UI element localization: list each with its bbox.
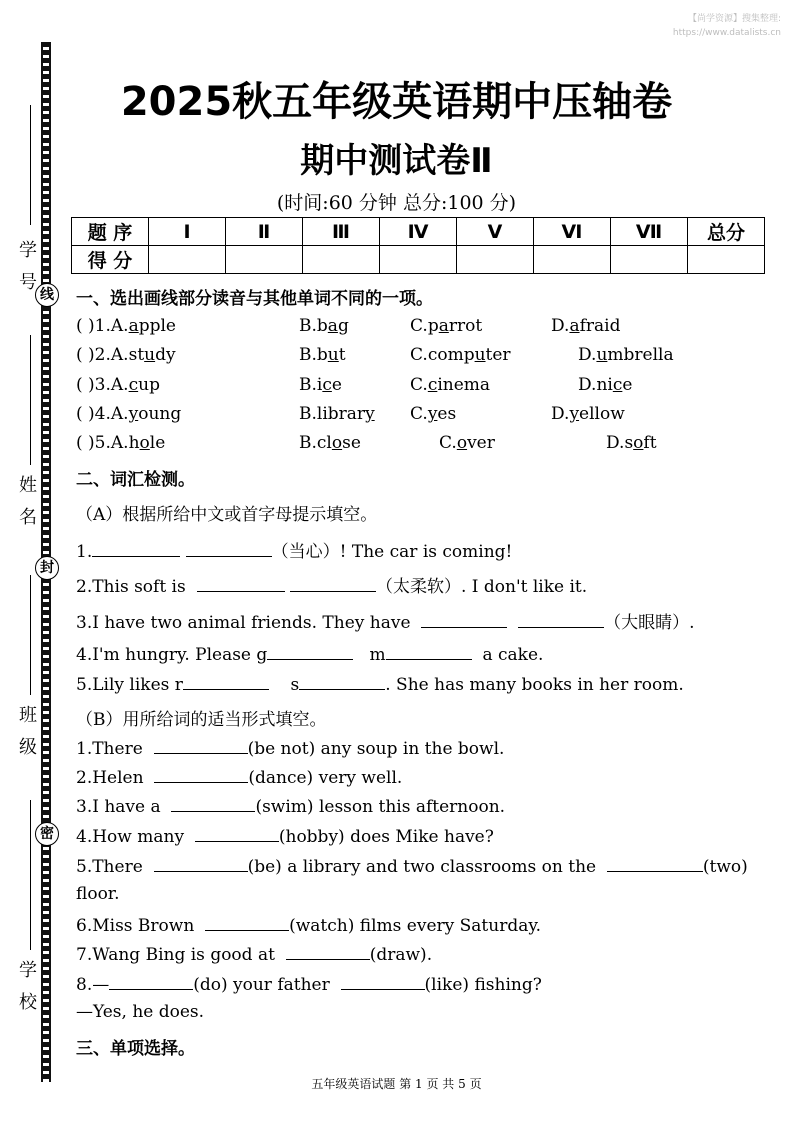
page-subtitle: 期中测试卷Ⅱ <box>300 141 493 181</box>
answer-paren[interactable]: ( ) <box>76 404 95 424</box>
score-cell[interactable] <box>457 246 534 274</box>
blank[interactable] <box>299 673 385 690</box>
option-d[interactable]: D.nice <box>578 375 633 395</box>
underlined-part: u <box>327 345 339 365</box>
answer-paren[interactable]: ( ) <box>76 316 95 336</box>
section2-partA-heading: （A）根据所给中文或首字母提示填空。 <box>76 505 378 525</box>
class-label: 班级 <box>16 705 37 769</box>
question-row-1: ( )1.A.apple <box>76 316 176 336</box>
school-line[interactable] <box>30 800 31 950</box>
blank[interactable] <box>92 540 180 557</box>
score-cell-total[interactable] <box>688 246 765 274</box>
binding-mark-xian: 线 <box>35 283 59 307</box>
section2-heading: 二、词汇检测。 <box>76 470 195 490</box>
class-line[interactable] <box>30 575 31 695</box>
col-header-total: 总分 <box>688 218 765 246</box>
watermark-url: https://www.datalists.cn <box>672 28 781 38</box>
partA-q5: 5.Lily likes r s . She has many books in her room. <box>76 675 684 695</box>
underlined-part: o <box>633 433 644 453</box>
blank[interactable] <box>154 855 248 872</box>
col-header: Ⅲ <box>303 218 380 246</box>
col-header: Ⅶ <box>611 218 688 246</box>
score-cell[interactable] <box>611 246 688 274</box>
partB-q1: 1.There (be not) any soup in the bowl. <box>76 739 505 759</box>
col-header: Ⅵ <box>534 218 611 246</box>
partB-q7: 7.Wang Bing is good at (draw). <box>76 945 433 965</box>
question-row-3: ( )3.A.cup <box>76 375 160 395</box>
name-label: 姓名 <box>16 475 37 539</box>
option-c[interactable]: C.cinema <box>410 375 491 395</box>
page-footer: 五年级英语试题 第 1 页 共 5 页 <box>311 1077 482 1091</box>
underlined-part: y <box>427 404 438 424</box>
student-id-label: 学号 <box>16 240 37 304</box>
score-cell[interactable] <box>534 246 611 274</box>
partB-q4: 4.How many (hobby) does Mike have? <box>76 827 494 847</box>
partB-q8: 8.— (do) your father (like) fishing? <box>76 975 542 995</box>
blank[interactable] <box>171 795 255 812</box>
option-b[interactable]: B.ice <box>299 375 342 395</box>
partA-q2: 2.This soft is （太柔软）. I don't like it. <box>76 577 588 597</box>
watermark-line1: 【尚学资源】搜集整理: <box>687 14 781 24</box>
section2-partB-heading: （B）用所给词的适当形式填空。 <box>76 710 327 730</box>
partB-q3: 3.I have a (swim) lesson this afternoon. <box>76 797 506 817</box>
option-b[interactable]: B.close <box>299 433 361 453</box>
option-b[interactable]: B.library <box>299 404 375 424</box>
blank[interactable] <box>154 737 248 754</box>
blank[interactable] <box>518 611 604 628</box>
col-header: Ⅱ <box>226 218 303 246</box>
school-label: 学校 <box>16 960 37 1024</box>
blank[interactable] <box>386 643 472 660</box>
watermark <box>673 12 781 40</box>
time-info: (时间:60 分钟 总分:100 分) <box>276 192 517 214</box>
option-a[interactable]: A.study <box>110 345 176 365</box>
row-label-tixu: 题 序 <box>72 218 149 246</box>
col-header: Ⅰ <box>149 218 226 246</box>
partB-q5: 5.There (be) a library and two classrooms on the (two) <box>76 857 748 877</box>
name-line[interactable] <box>30 335 31 465</box>
option-a[interactable]: A.hole <box>110 433 166 453</box>
partB-q6: 6.Miss Brown (watch) films every Saturday. <box>76 916 542 936</box>
underlined-part: o <box>331 433 343 453</box>
col-header: Ⅴ <box>457 218 534 246</box>
option-d[interactable]: D.umbrella <box>578 345 674 365</box>
option-c[interactable]: C.computer <box>410 345 511 365</box>
section1-heading: 一、选出画线部分读音与其他单词不同的一项。 <box>76 289 433 309</box>
underlined-part: a <box>569 316 580 336</box>
underlined-part: c <box>612 375 623 395</box>
blank[interactable] <box>195 825 279 842</box>
score-cell[interactable] <box>380 246 457 274</box>
binding-mark-mi: 密 <box>35 822 59 846</box>
option-d[interactable]: D.soft <box>606 433 657 453</box>
partB-q2: 2.Helen (dance) very well. <box>76 768 403 788</box>
underlined-part: u <box>474 345 486 365</box>
option-b[interactable]: B.but <box>299 345 346 365</box>
blank[interactable] <box>341 973 425 990</box>
blank[interactable] <box>286 943 370 960</box>
partA-q4: 4.I'm hungry. Please g m a cake. <box>76 645 544 665</box>
score-table <box>71 217 765 274</box>
option-c[interactable]: C.yes <box>410 404 457 424</box>
underlined-part: o <box>456 433 468 453</box>
answer-paren[interactable]: ( ) <box>76 433 95 453</box>
partA-q3: 3.I have two animal friends. They have （大眼睛）. <box>76 613 695 633</box>
blank[interactable] <box>197 575 285 592</box>
underlined-part: u <box>596 345 608 365</box>
answer-paren[interactable]: ( ) <box>76 375 95 395</box>
blank[interactable] <box>205 914 289 931</box>
underlined-part: c <box>322 375 332 395</box>
score-cell[interactable] <box>226 246 303 274</box>
question-row-5: ( )5.A.hole <box>76 433 166 453</box>
col-header: Ⅳ <box>380 218 457 246</box>
partB-q8-answer: —Yes, he does. <box>76 1002 205 1022</box>
binding-mark-feng: 封 <box>35 556 59 580</box>
row-label-defen: 得 分 <box>72 246 149 274</box>
score-table-header-row <box>72 218 765 246</box>
blank[interactable] <box>154 766 248 783</box>
option-a[interactable]: A.apple <box>110 316 176 336</box>
underlined-part: y <box>569 404 580 424</box>
blank[interactable] <box>421 611 507 628</box>
option-c[interactable]: C.parrot <box>410 316 483 336</box>
blank[interactable] <box>290 575 376 592</box>
option-a[interactable]: A.young <box>110 404 182 424</box>
underlined-part: a <box>438 316 449 336</box>
score-table-score-row <box>72 246 765 274</box>
underlined-part: c <box>427 375 438 395</box>
option-d[interactable]: D.yellow <box>551 404 625 424</box>
score-cell[interactable] <box>149 246 226 274</box>
question-row-4: ( )4.A.young <box>76 404 182 424</box>
underlined-part: y <box>365 404 375 424</box>
blank[interactable] <box>183 673 269 690</box>
partA-q1: 1. （当心）! The car is coming! <box>76 542 513 562</box>
option-a[interactable]: A.cup <box>110 375 160 395</box>
blank[interactable] <box>109 973 193 990</box>
option-c[interactable]: C.over <box>439 433 495 453</box>
blank[interactable] <box>186 540 272 557</box>
score-cell[interactable] <box>303 246 380 274</box>
option-d[interactable]: D.afraid <box>551 316 621 336</box>
page-title: 2025秋五年级英语期中压轴卷 <box>120 79 673 125</box>
answer-paren[interactable]: ( ) <box>76 345 95 365</box>
option-b[interactable]: B.bag <box>299 316 349 336</box>
blank[interactable] <box>607 855 703 872</box>
question-row-2: ( )2.A.study <box>76 345 176 365</box>
underlined-part: a <box>327 316 338 336</box>
section3-heading: 三、单项选择。 <box>76 1039 195 1059</box>
partB-q5-cont: floor. <box>76 884 120 904</box>
blank[interactable] <box>267 643 353 660</box>
